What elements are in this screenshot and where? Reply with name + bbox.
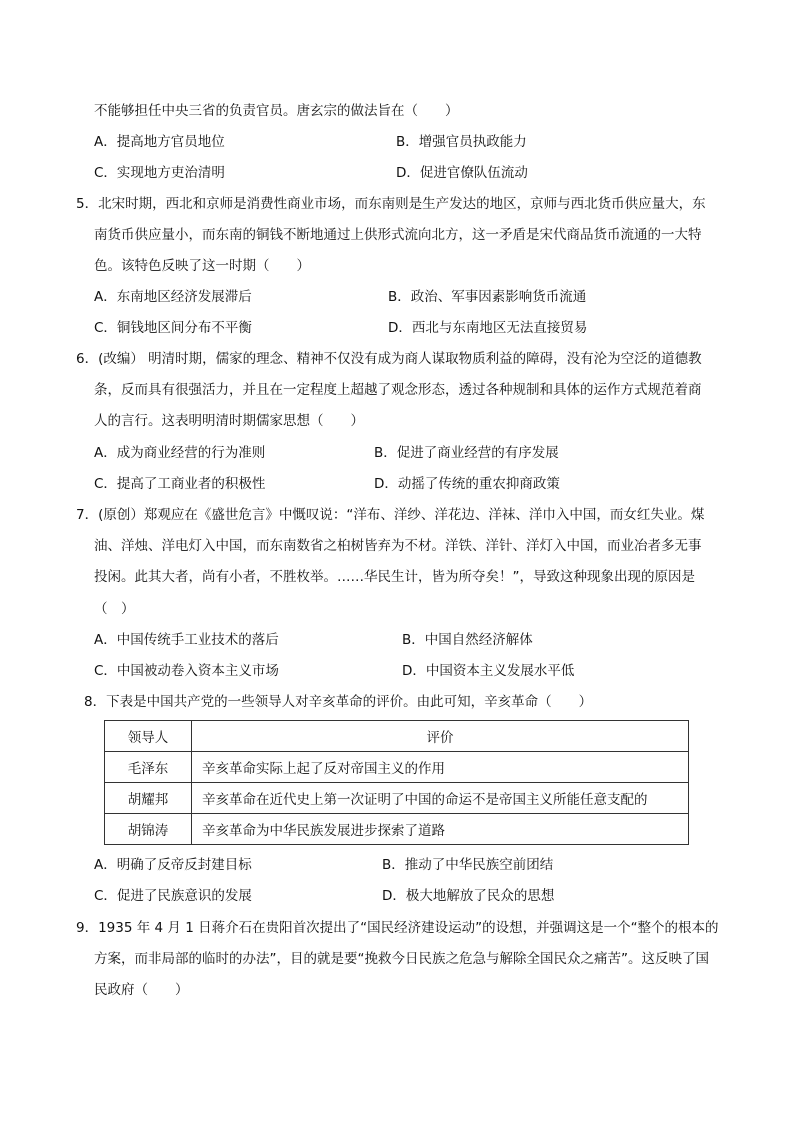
table-header-row [105,721,689,752]
q5-stem-line-1: 5．北宋时期，西北和京师是消费性商业市场，而东南则是生产发达的地区，京师与西北货币供应量大，东 [76,196,706,212]
q9-stem-line-3: 民政府（ ） [94,982,189,998]
q7-option-a: A．中国传统手工业技术的落后 [94,632,279,648]
table-header-leader: 领导人 [105,721,192,752]
q7-stem-line-3: 投闲。此其大者，尚有小者，不胜枚举。……华民生计，皆为所夺矣！”，导致这种现象出现的原因是 [94,569,695,585]
q6-stem-line-1: 6．(改编） 明清时期，儒家的理念、精神不仅没有成为商人谋取物质利益的障碍，没有沦为空泛的道德教 [76,351,702,367]
table-cell-evaluation: 辛亥革命实际上起了反对帝国主义的作用 [192,752,689,783]
q7-stem-line-2: 油、洋烛、洋电灯入中国，而东南数省之桕树皆弃为不材。洋铁、洋针、洋灯入中国，而业冶者多无事 [94,538,702,554]
q5-stem-line-3: 色。该特色反映了这一时期（ ） [94,258,310,274]
q6-option-a: A．成为商业经营的行为准则 [94,445,266,461]
table-row [105,752,689,783]
q7-option-c: C．中国被动卷入资本主义市场 [94,663,279,679]
table-cell-leader: 胡锦涛 [105,814,192,845]
q5-stem-line-2: 南货币供应量小，而东南的铜钱不断地通过上供形式流向北方，这一矛盾是宋代商品货币流通的一大特 [94,227,702,243]
q9-stem-line-1: 9．1935 年 4 月 1 日蒋介石在贵阳首次提出了“国民经济建设运动”的设想，并强调这是一个“整个的根本的 [76,920,719,936]
q9-stem-line-2: 方案，而非局部的临时的办法”，目的就是要“挽救今日民族之危急与解除全国民众之痛苦”。这反映了国 [94,951,709,967]
q4-option-c: C．实现地方吏治清明 [94,165,225,181]
q8-stem: 8．下表是中国共产党的一些领导人对辛亥革命的评价。由此可知，辛亥革命（ ） [84,694,593,710]
table-header-evaluation: 评价 [192,721,689,752]
table-row [105,814,689,845]
q4-stem-tail: 不能够担任中央三省的负责官员。唐玄宗的做法旨在（ ） [94,103,459,119]
q5-option-b: B．政治、军事因素影响货币流通 [388,289,587,305]
table-cell-evaluation: 辛亥革命为中华民族发展进步探索了道路 [192,814,689,845]
table-row [105,783,689,814]
table-cell-evaluation: 辛亥革命在近代史上第一次证明了中国的命运不是帝国主义所能任意支配的 [192,783,689,814]
q8-option-d: D．极大地解放了民众的思想 [382,888,555,904]
q6-stem-line-3: 人的言行。这表明明清时期儒家思想（ ） [94,413,364,429]
table-cell-leader: 毛泽东 [105,752,192,783]
evaluation-table [104,720,689,845]
q8-option-c: C．促进了民族意识的发展 [94,888,252,904]
q7-option-b: B．中国自然经济解体 [402,632,533,648]
q7-option-d: D．中国资本主义发展水平低 [402,663,575,679]
q4-option-a: A．提高地方官员地位 [94,134,225,150]
q7-stem-line-4: （ ） [94,601,135,617]
q5-option-c: C．铜钱地区间分布不平衡 [94,320,252,336]
table-cell-leader: 胡耀邦 [105,783,192,814]
q6-stem-line-2: 条，反而具有很强活力，并且在一定程度上超越了观念形态，透过各种规制和具体的运作方式规范着商 [94,382,702,398]
q8-option-b: B．推动了中华民族空前团结 [382,857,554,873]
q6-option-b: B．促进了商业经营的有序发展 [374,445,559,461]
q5-option-a: A．东南地区经济发展滞后 [94,289,252,305]
q5-option-d: D．西北与东南地区无法直接贸易 [388,320,588,336]
q6-option-c: C．提高了工商业者的积极性 [94,476,266,492]
q4-option-d: D．促进官僚队伍流动 [396,165,528,181]
q8-option-a: A．明确了反帝反封建目标 [94,857,252,873]
q4-option-b: B．增强官员执政能力 [396,134,527,150]
q6-option-d: D．动摇了传统的重农抑商政策 [374,476,560,492]
q7-stem-line-1: 7．(原创）郑观应在《盛世危言》中慨叹说：“洋布、洋纱、洋花边、洋袜、洋巾入中国，而女红失业。煤 [76,507,705,523]
